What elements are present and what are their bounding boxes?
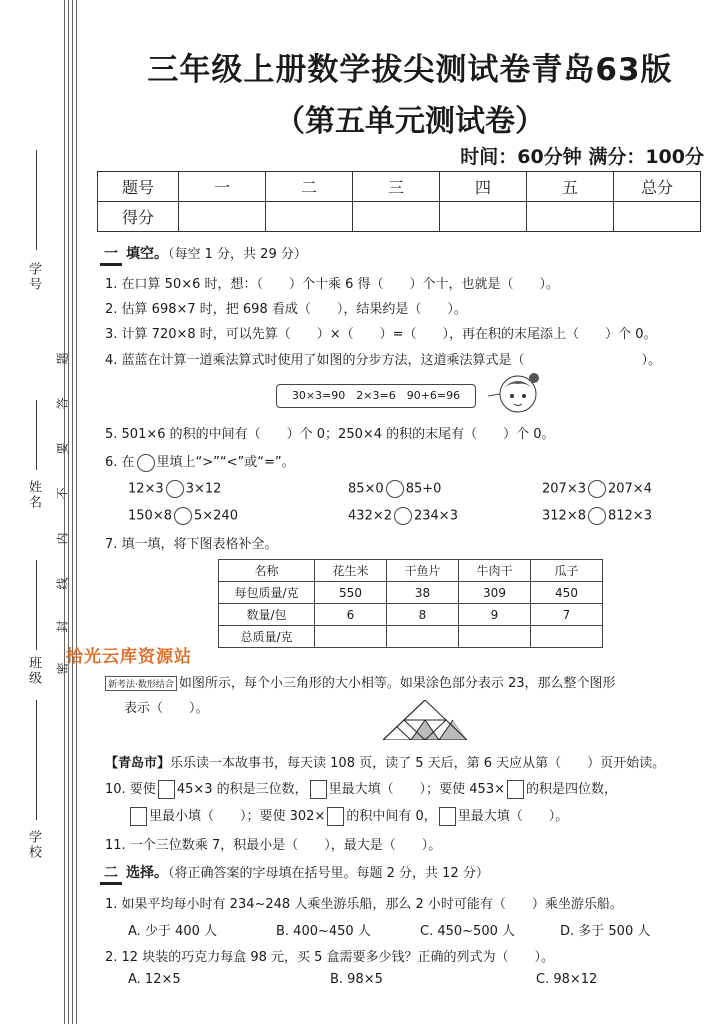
question-6	[105, 451, 295, 472]
compare-left: 432×2	[348, 508, 392, 524]
seal-word: 答	[55, 397, 70, 410]
question-5: 5. 501×6 的积的中间有（ ）个 0；250×4 的积的末尾有（ ）个 0。	[105, 427, 555, 442]
compare-left: 207×3	[542, 481, 586, 497]
table-cell: 309	[459, 582, 531, 604]
table-cell: 每包质量/克	[219, 582, 315, 604]
score-blank[interactable]	[353, 202, 440, 232]
table-answer-cell[interactable]	[315, 626, 387, 648]
choice-option[interactable]: B. 400~450 人	[276, 924, 371, 939]
table-cell: 38	[387, 582, 459, 604]
table-row	[219, 604, 603, 626]
compare-item	[542, 507, 652, 525]
seal-word: 密	[55, 662, 70, 675]
score-cell: 得分	[98, 202, 179, 232]
question-6-lead: 6. 在	[105, 455, 135, 470]
name-line	[36, 400, 37, 470]
compare-left: 150×8	[128, 508, 172, 524]
question-10-text: 45×3 的积是三位数，	[176, 782, 308, 797]
name-label: 姓名	[26, 480, 41, 510]
section-number: 二	[100, 862, 122, 885]
compare-right: 207×4	[607, 481, 652, 497]
blank-square[interactable]	[507, 780, 524, 799]
score-blank[interactable]	[527, 202, 614, 232]
compare-circle-icon	[137, 454, 155, 472]
compare-right: 5×240	[193, 508, 238, 524]
blank-square[interactable]	[158, 780, 175, 799]
choice-option[interactable]: C. 450~500 人	[420, 924, 515, 939]
question-8-text: 如图所示，每个小三角形的大小相等。如果涂色部分表示 23，那么整个图形	[178, 676, 616, 691]
table-answer-cell[interactable]	[531, 626, 603, 648]
section-note: （将正确答案的字母填在括号里。每题 2 分，共 12 分）	[168, 866, 489, 881]
score-cell: 四	[440, 172, 527, 202]
score-cell: 总分	[614, 172, 701, 202]
compare-right: 85+0	[405, 481, 442, 497]
student-id-label: 学号	[26, 262, 41, 292]
choice-question-1: 1. 如果平均每小时有 234~248 人乘坐游乐船，那么 2 小时可能有（ ）乘坐游乐船。	[105, 897, 623, 912]
seal-word: 线	[55, 577, 70, 590]
question-9-text: 乐乐读一本故事书，每天读 108 页，读了 5 天后，第 6 天应从第（ ）页开始读。	[170, 756, 666, 771]
table-answer-cell[interactable]	[387, 626, 459, 648]
score-cell: 题号	[98, 172, 179, 202]
watermark: 拾光云库资源站	[66, 647, 192, 667]
score-blank[interactable]	[440, 202, 527, 232]
blank-square[interactable]	[439, 807, 456, 826]
page-subtitle: （第五单元测试卷）	[275, 104, 545, 139]
table-header-cell: 瓜子	[531, 560, 603, 582]
school-label: 学校	[26, 830, 41, 860]
score-cell: 三	[353, 172, 440, 202]
question-10-text: 里最大填（ ）；要使 453×	[328, 782, 505, 797]
table-cell: 450	[531, 582, 603, 604]
compare-item	[348, 480, 441, 498]
question-11: 11. 一个三位数乘 7，积最小是（ ），最大是（ ）。	[105, 838, 442, 853]
question-tag: 【青岛市】	[105, 756, 171, 771]
section-note: （每空 1 分，共 29 分）	[168, 247, 307, 262]
question-10-text: 的积是四位数，	[526, 782, 618, 797]
compare-item	[542, 480, 652, 498]
choice-option[interactable]: A. 12×5	[128, 972, 181, 987]
triangle-grid-lines	[383, 700, 453, 740]
compare-item	[128, 507, 238, 525]
blank-square[interactable]	[310, 780, 327, 799]
table-cell: 8	[387, 604, 459, 626]
table-cell: 9	[459, 604, 531, 626]
blank-square[interactable]	[130, 807, 147, 826]
question-1: 1. 在口算 50×6 时，想：（ ）个十乘 6 得（ ）个十，也就是（ ）。	[105, 277, 560, 292]
choice-question-2: 2. 12 块装的巧克力每盒 98 元，买 5 盒需要多少钱？正确的列式为（ ）。	[105, 950, 555, 965]
choice-option[interactable]: A. 少于 400 人	[128, 924, 218, 939]
section-number: 一	[100, 243, 122, 266]
question-10-text: 里最小填（ ）；要使 302×	[149, 809, 326, 824]
score-cell: 一	[179, 172, 266, 202]
blank-square[interactable]	[327, 807, 344, 826]
compare-right: 812×3	[607, 508, 652, 524]
table-cell: 7	[531, 604, 603, 626]
compare-answer-circle[interactable]	[166, 480, 184, 498]
table-header-cell: 名称	[219, 560, 315, 582]
triangle-figure	[383, 700, 467, 740]
question-10-lead: 10. 要使	[105, 782, 156, 797]
table-header-cell: 干鱼片	[387, 560, 459, 582]
compare-left: 85×0	[348, 481, 384, 497]
binding-border	[72, 0, 77, 1024]
compare-answer-circle[interactable]	[588, 480, 606, 498]
compare-left: 312×8	[542, 508, 586, 524]
question-7: 7. 填一填，将下图表格补全。	[105, 537, 278, 552]
table-row	[219, 582, 603, 604]
choice-option[interactable]: D. 多于 500 人	[560, 924, 651, 939]
student-id-line	[36, 150, 37, 250]
section-title: 填空。	[126, 246, 168, 262]
section-2-heading	[100, 862, 489, 885]
compare-left: 12×3	[128, 481, 164, 497]
table-cell: 550	[315, 582, 387, 604]
class-label: 班级	[26, 656, 41, 686]
seal-word: 要	[55, 442, 70, 455]
question-9	[105, 752, 665, 771]
question-10	[105, 778, 617, 799]
question-3: 3. 计算 720×8 时，可以先算（ ）×（ ）=（ ），再在积的末尾添上（ ）个 0。	[105, 327, 657, 342]
compare-right: 234×3	[413, 508, 458, 524]
score-table-score-row	[98, 202, 701, 232]
table-header-row	[219, 560, 603, 582]
table-header-cell: 牛肉干	[459, 560, 531, 582]
table-header-cell: 花生米	[315, 560, 387, 582]
question-4: 4. 蓝蓝在计算一道乘法算式时使用了如图的分步方法，这道乘法算式是（ ）。	[105, 353, 662, 368]
score-table-header-row	[98, 172, 701, 202]
score-blank[interactable]	[614, 202, 701, 232]
compare-answer-circle[interactable]	[394, 507, 412, 525]
compare-item	[128, 480, 221, 498]
class-line	[36, 560, 37, 650]
question-8-cont: 表示（ ）。	[124, 701, 209, 716]
question-6-text: 里填上“>”“<”或“=”。	[156, 455, 295, 470]
calc-speech-bubble: 30×3=90 2×3=6 90+6=96	[276, 384, 476, 408]
choice-option[interactable]: C. 98×12	[536, 972, 598, 987]
table-answer-cell[interactable]	[459, 626, 531, 648]
question-10-cont	[128, 805, 568, 826]
seal-word: 封	[55, 620, 70, 633]
seal-word: 不	[55, 487, 70, 500]
girl-illustration-icon	[488, 370, 544, 418]
exam-meta: 时间：60分钟 满分：100分	[460, 146, 704, 168]
compare-item	[348, 507, 458, 525]
compare-right: 3×12	[185, 481, 222, 497]
score-blank[interactable]	[179, 202, 266, 232]
binding-margin	[0, 0, 88, 1024]
snack-table	[218, 559, 603, 648]
section-title: 选择。	[126, 865, 168, 881]
table-cell: 数量/包	[219, 604, 315, 626]
seal-word: 题	[55, 352, 70, 365]
compare-answer-circle[interactable]	[588, 507, 606, 525]
score-table	[97, 171, 701, 232]
question-2: 2. 估算 698×7 时，把 698 看成（ ），结果约是（ ）。	[105, 302, 467, 317]
compare-answer-circle[interactable]	[386, 480, 404, 498]
score-blank[interactable]	[266, 202, 353, 232]
score-cell: 二	[266, 172, 353, 202]
compare-answer-circle[interactable]	[174, 507, 192, 525]
question-10-text: 的积中间有 0，	[346, 809, 437, 824]
table-cell: 总质量/克	[219, 626, 315, 648]
school-line	[36, 700, 37, 820]
table-row	[219, 626, 603, 648]
section-1-heading	[100, 243, 307, 266]
question-8	[105, 672, 616, 691]
page-title: 三年级上册数学拔尖测试卷青岛63版	[147, 52, 673, 88]
seal-word: 内	[55, 532, 70, 545]
table-cell: 6	[315, 604, 387, 626]
binding-border	[64, 0, 69, 1024]
choice-option[interactable]: B. 98×5	[330, 972, 383, 987]
question-10-text: 里最大填（ ）。	[457, 809, 569, 824]
question-tag: 新考法·数形结合	[105, 676, 177, 691]
score-cell: 五	[527, 172, 614, 202]
